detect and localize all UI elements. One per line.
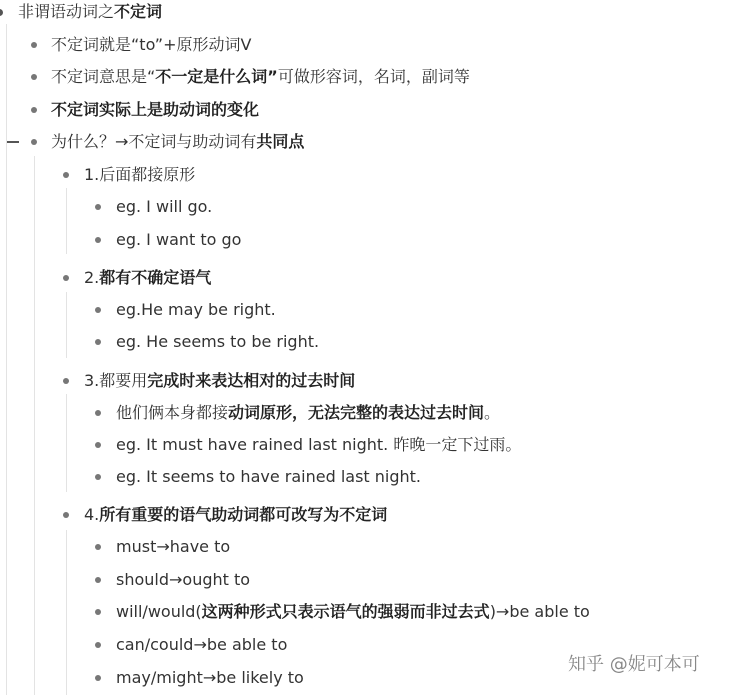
item-text: should→ought to [116,570,251,589]
bullet-icon[interactable] [63,378,69,384]
item-text: 可做形容词，名词，副词等 [277,67,470,86]
zhihu-watermark: 知乎 @妮可本可 [568,654,700,675]
outline-item [51,67,470,87]
outline-item [116,635,287,655]
item-text: eg. I want to go [116,230,242,249]
outline-item [84,505,387,525]
bullet-icon[interactable] [95,577,101,583]
bold-text: 不一定是什么词” [155,67,278,86]
bullet-icon[interactable] [63,275,69,281]
outline-item [51,35,251,55]
bullet-icon[interactable] [31,74,37,80]
indent-guide-level-3c [66,394,67,492]
bold-text: 不定词实际上是助动词的变化 [51,100,260,119]
outline-item [51,100,259,120]
bold-text: 动词原形，无法完整的表达过去时间 [228,403,485,422]
bullet-icon[interactable] [95,442,101,448]
bullet-icon[interactable] [95,675,101,681]
bullet-icon[interactable] [95,642,101,648]
item-text: 2. [84,268,100,287]
bullet-icon[interactable] [31,42,37,48]
outline-item [116,467,421,487]
bullet-icon[interactable] [63,172,69,178]
bold-text: 都有不确定语气 [99,268,212,287]
outline-item [116,300,276,320]
item-text: 为什么？→不定词与助动词有 [51,132,257,151]
outline-item [116,230,241,250]
indent-guide-level-2 [34,156,35,695]
bullet-icon[interactable] [95,237,101,243]
item-text: 他们俩本身都接 [116,403,229,422]
outline-item [116,197,212,217]
outline-item [116,537,230,557]
bold-text: 不定词 [114,2,163,21]
item-text: 4. [84,505,100,524]
outline-item [116,570,250,590]
outline-item [84,165,195,185]
bullet-icon[interactable] [95,410,101,416]
indent-guide-level-3d [66,530,67,695]
collapse-toggle-icon[interactable] [7,141,19,143]
outline-item [84,371,355,391]
outline-item [116,602,590,622]
bold-text: 完成时来表达相对的过去时间 [147,371,356,390]
item-text: eg. It must have rained last night. 昨晚一定下过雨。 [116,435,522,454]
item-text: 非谓语动词之 [18,2,115,21]
bullet-icon[interactable] [63,512,69,518]
outline-item-root [18,2,162,22]
item-text: )→be able to [489,602,590,621]
bold-text: 所有重要的语气助动词都可改写为不定词 [99,505,388,524]
bullet-icon[interactable] [95,609,101,615]
item-text: eg. I will go. [116,197,213,216]
item-text: can/could→be able to [116,635,288,654]
bullet-icon[interactable] [31,139,37,145]
outline-item [116,435,521,455]
indent-guide-level-1 [6,24,7,695]
outline-item [51,132,304,152]
bullet-icon[interactable] [95,339,101,345]
bold-text: 这两种形式只表示语气的强弱而非过去式 [201,602,490,621]
item-text: eg.He may be right. [116,300,276,319]
outline-item [116,403,500,423]
bold-text: 共同点 [256,132,305,151]
item-text: 3.都要用 [84,371,148,390]
item-text: will/would( [116,602,202,621]
item-text: 1.后面都接原形 [84,165,196,184]
bullet-icon[interactable] [95,544,101,550]
bullet-icon[interactable] [95,474,101,480]
outline-item [116,332,319,352]
item-text: eg. He seems to be right. [116,332,320,351]
item-text: 不定词就是“to”+原形动词V [51,35,252,54]
item-text: 不定词意思是“ [51,67,156,86]
indent-guide-level-3b [66,292,67,358]
indent-guide-level-3a [66,188,67,254]
bullet-icon[interactable] [31,107,37,113]
bullet-icon[interactable] [0,9,3,16]
item-text: must→have to [116,537,231,556]
bullet-icon[interactable] [95,307,101,313]
bullet-icon[interactable] [95,204,101,210]
item-text: eg. It seems to have rained last night. [116,467,422,486]
item-text: 。 [484,403,501,422]
outline-item [84,268,211,288]
outline-item [116,668,304,688]
item-text: may/might→be likely to [116,668,304,687]
